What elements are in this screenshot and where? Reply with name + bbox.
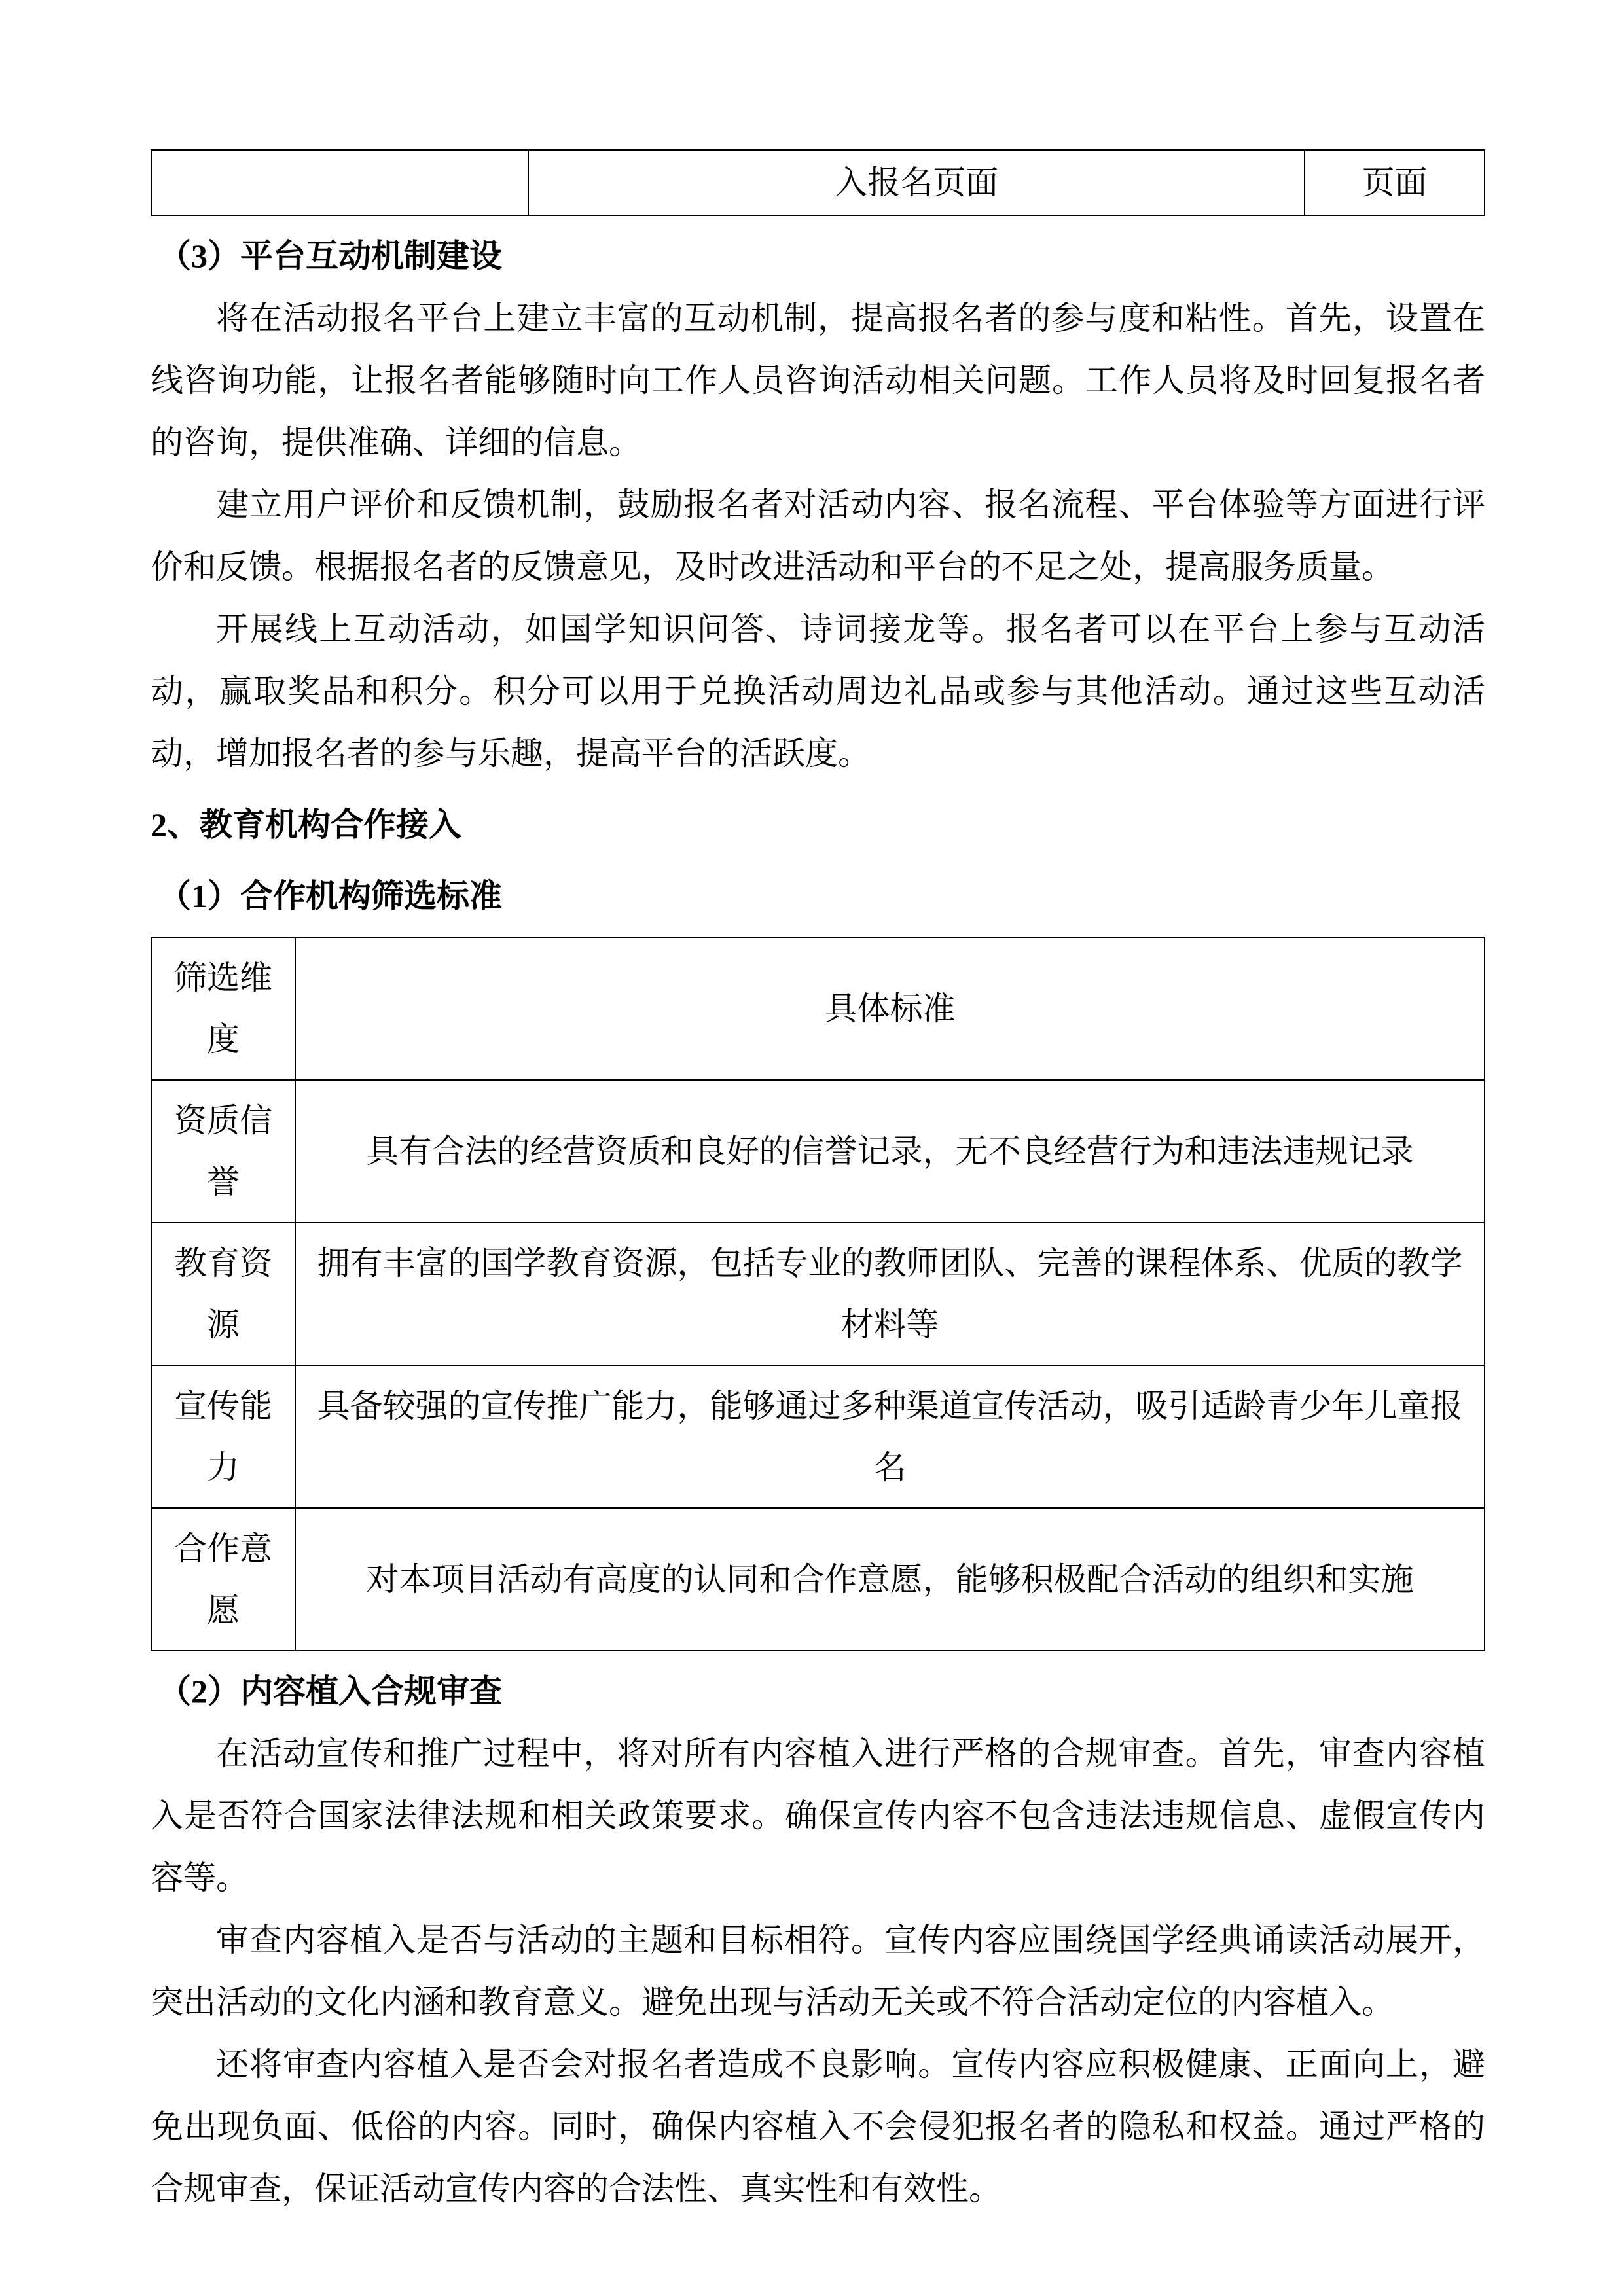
paragraph: 建立用户评价和反馈机制，鼓励报名者对活动内容、报名流程、平台体验等方面进行评价和反馈。根据报名者的反馈意见，及时改进活动和平台的不足之处，提高服务质量。 — [151, 486, 1485, 585]
paragraph: 还将审查内容植入是否会对报名者造成不良影响。宣传内容应积极健康、正面向上，避免出现负面、低俗的内容。同时，确保内容植入不会侵犯报名者的隐私和权益。通过严格的合规审查，保证活动宣传内容的合法性、真实性和有效性。 — [151, 2046, 1485, 2207]
table-row — [151, 150, 1485, 215]
table-header-row — [151, 937, 1485, 1080]
heading-screening-criteria: （1）合作机构筛选标准 — [158, 878, 502, 914]
table-row — [151, 1223, 1485, 1365]
document-content — [151, 149, 1485, 2220]
table-row — [151, 1508, 1485, 1651]
table-cell-criteria: 具有合法的经营资质和良好的信誉记录，无不良经营行为和违法违规记录 — [295, 1080, 1485, 1223]
table-cell-dimension: 合作意愿 — [151, 1508, 295, 1651]
table-row — [151, 1080, 1485, 1223]
table-cell-criteria: 拥有丰富的国学教育资源，包括专业的教师团队、完善的课程体系、优质的教学材料等 — [295, 1223, 1485, 1365]
paragraph: 将在活动报名平台上建立丰富的互动机制，提高报名者的参与度和粘性。首先，设置在线咨询功能，让报名者能够随时向工作人员咨询活动相关问题。工作人员将及时回复报名者的咨询，提供准确、详细的信息。 — [151, 300, 1485, 461]
paragraph: 审查内容植入是否与活动的主题和目标相符。宣传内容应围绕国学经典诵读活动展开，突出活动的文化内涵和教育意义。避免出现与活动无关或不符合活动定位的内容植入。 — [151, 1922, 1485, 2020]
table-cell-dimension: 教育资源 — [151, 1223, 295, 1365]
screening-criteria-table — [151, 937, 1485, 1651]
table-cell-dimension: 宣传能力 — [151, 1365, 295, 1508]
paragraph: 在活动宣传和推广过程中，将对所有内容植入进行严格的合规审查。首先，审查内容植入是否符合国家法律法规和相关政策要求。确保宣传内容不包含违法违规信息、虚假宣传内容等。 — [151, 1735, 1485, 1896]
heading-institution-cooperation: 2、教育机构合作接入 — [151, 806, 461, 843]
table-cell-dimension: 资质信誉 — [151, 1080, 295, 1223]
heading-content-compliance: （2）内容植入合规审查 — [158, 1673, 502, 1710]
table-cell-criteria: 对本项目活动有高度的认同和合作意愿，能够积极配合活动的组织和实施 — [295, 1508, 1485, 1651]
heading-platform-interaction: （3）平台互动机制建设 — [158, 238, 502, 274]
table-header-criteria: 具体标准 — [295, 937, 1485, 1080]
table-header-dimension: 筛选维度 — [151, 937, 295, 1080]
top-table-cell-page: 页面 — [1305, 150, 1485, 215]
top-table-cell-empty — [151, 150, 528, 215]
paragraph: 开展线上互动活动，如国学知识问答、诗词接龙等。报名者可以在平台上参与互动活动，赢取奖品和积分。积分可以用于兑换活动周边礼品或参与其他活动。通过这些互动活动，增加报名者的参与乐趣，提高平台的活跃度。 — [151, 611, 1485, 772]
top-table-fragment — [151, 149, 1485, 216]
table-cell-criteria: 具备较强的宣传推广能力，能够通过多种渠道宣传活动，吸引适龄青少年儿童报名 — [295, 1365, 1485, 1508]
table-row — [151, 1365, 1485, 1508]
top-table-cell-signup-page: 入报名页面 — [528, 150, 1305, 215]
